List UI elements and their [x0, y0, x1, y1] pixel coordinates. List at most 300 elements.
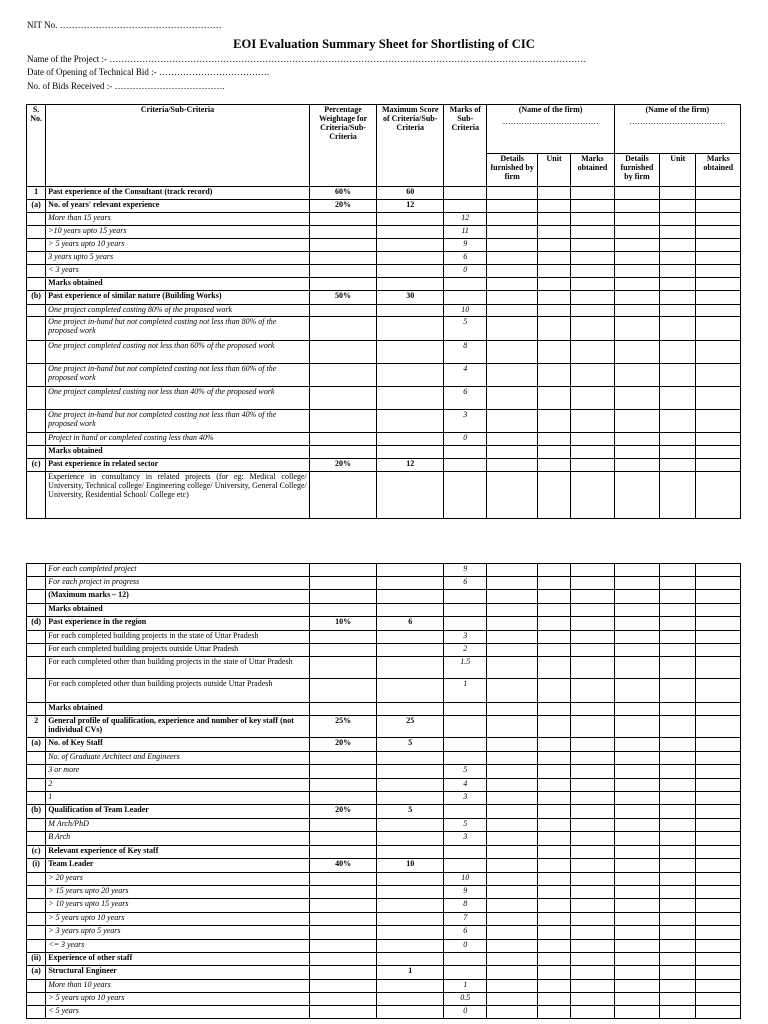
- firm-2-obtained-cell[interactable]: [696, 317, 741, 341]
- firm-2-unit-cell[interactable]: [660, 305, 696, 317]
- firm-2-details-cell[interactable]: [614, 1006, 659, 1019]
- firm-1-obtained-cell[interactable]: [571, 291, 614, 305]
- firm-1-obtained-cell[interactable]: [571, 226, 614, 239]
- firm-2-unit-cell[interactable]: [660, 805, 696, 819]
- firm-1-obtained-cell[interactable]: [571, 940, 614, 953]
- firm-2-unit-cell[interactable]: [660, 644, 696, 657]
- firm-2-obtained-cell[interactable]: [696, 252, 741, 265]
- firm-1-unit-cell[interactable]: [537, 387, 570, 410]
- firm-2-details-cell[interactable]: [614, 966, 659, 980]
- firm-1-details-cell[interactable]: [487, 1006, 537, 1019]
- firm-1-details-cell[interactable]: [487, 953, 537, 966]
- firm-2-obtained-cell[interactable]: [696, 604, 741, 617]
- firm-1-obtained-cell[interactable]: [571, 703, 614, 716]
- firm-1-details-cell[interactable]: [487, 631, 537, 644]
- firm-1-details-cell[interactable]: [487, 459, 537, 472]
- firm-1-details-cell[interactable]: [487, 410, 537, 433]
- firm-2-unit-cell[interactable]: [660, 940, 696, 953]
- firm-1-details-cell[interactable]: [487, 716, 537, 738]
- firm-2-obtained-cell[interactable]: [696, 446, 741, 459]
- firm-1-obtained-cell[interactable]: [571, 459, 614, 472]
- firm-2-obtained-cell[interactable]: [696, 472, 741, 519]
- firm-1-obtained-cell[interactable]: [571, 187, 614, 200]
- firm-1-unit-cell[interactable]: [537, 577, 570, 590]
- firm-2-details-cell[interactable]: [614, 433, 659, 446]
- firm-2-obtained-cell[interactable]: [696, 926, 741, 940]
- firm-1-details-cell[interactable]: [487, 644, 537, 657]
- firm-2-obtained-cell[interactable]: [696, 1006, 741, 1019]
- firm-1-details-cell[interactable]: [487, 873, 537, 886]
- firm-1-unit-cell[interactable]: [537, 873, 570, 886]
- firm-1-details-cell[interactable]: [487, 200, 537, 213]
- firm-1-unit-cell[interactable]: [537, 341, 570, 364]
- firm-1-details-cell[interactable]: [487, 819, 537, 832]
- firm-1-unit-cell[interactable]: [537, 265, 570, 278]
- firm-1-unit-cell[interactable]: [537, 805, 570, 819]
- firm-2-obtained-cell[interactable]: [696, 200, 741, 213]
- firm-1-details-cell[interactable]: [487, 899, 537, 913]
- firm-2-unit-cell[interactable]: [660, 410, 696, 433]
- firm-1-obtained-cell[interactable]: [571, 213, 614, 226]
- firm-1-details-cell[interactable]: [487, 564, 537, 577]
- firm-2-unit-cell[interactable]: [660, 617, 696, 631]
- firm-2-obtained-cell[interactable]: [696, 590, 741, 604]
- firm-1-details-cell[interactable]: [487, 926, 537, 940]
- firm-1-obtained-cell[interactable]: [571, 926, 614, 940]
- firm-1-obtained-cell[interactable]: [571, 364, 614, 387]
- firm-1-unit-cell[interactable]: [537, 993, 570, 1006]
- firm-1-obtained-cell[interactable]: [571, 792, 614, 805]
- firm-1-details-cell[interactable]: [487, 846, 537, 859]
- firm-1-obtained-cell[interactable]: [571, 617, 614, 631]
- firm-2-unit-cell[interactable]: [660, 459, 696, 472]
- firm-1-unit-cell[interactable]: [537, 765, 570, 779]
- firm-1-obtained-cell[interactable]: [571, 859, 614, 873]
- firm-1-unit-cell[interactable]: [537, 779, 570, 792]
- firm-2-obtained-cell[interactable]: [696, 765, 741, 779]
- firm-2-unit-cell[interactable]: [660, 564, 696, 577]
- firm-1-details-cell[interactable]: [487, 239, 537, 252]
- firm-1-unit-cell[interactable]: [537, 446, 570, 459]
- firm-2-details-cell[interactable]: [614, 291, 659, 305]
- firm-2-details-cell[interactable]: [614, 387, 659, 410]
- firm-2-unit-cell[interactable]: [660, 226, 696, 239]
- firm-2-details-cell[interactable]: [614, 200, 659, 213]
- firm-1-details-cell[interactable]: [487, 341, 537, 364]
- firm-1-details-cell[interactable]: [487, 278, 537, 291]
- firm-1-unit-cell[interactable]: [537, 239, 570, 252]
- firm-2-details-cell[interactable]: [614, 364, 659, 387]
- firm-2-unit-cell[interactable]: [660, 590, 696, 604]
- firm-1-unit-cell[interactable]: [537, 716, 570, 738]
- firm-2-details-cell[interactable]: [614, 252, 659, 265]
- firm-2-obtained-cell[interactable]: [696, 239, 741, 252]
- firm-1-unit-cell[interactable]: [537, 980, 570, 993]
- firm-1-details-cell[interactable]: [487, 472, 537, 519]
- firm-2-details-cell[interactable]: [614, 265, 659, 278]
- firm-1-obtained-cell[interactable]: [571, 980, 614, 993]
- firm-2-unit-cell[interactable]: [660, 446, 696, 459]
- firm-1-details-cell[interactable]: [487, 832, 537, 846]
- firm-2-unit-cell[interactable]: [660, 792, 696, 805]
- firm-2-unit-cell[interactable]: [660, 703, 696, 716]
- firm-2-unit-cell[interactable]: [660, 657, 696, 679]
- firm-2-details-cell[interactable]: [614, 846, 659, 859]
- firm-2-obtained-cell[interactable]: [696, 679, 741, 703]
- firm-2-unit-cell[interactable]: [660, 779, 696, 792]
- firm-2-unit-cell[interactable]: [660, 913, 696, 926]
- firm-1-unit-cell[interactable]: [537, 926, 570, 940]
- firm-2-obtained-cell[interactable]: [696, 387, 741, 410]
- firm-2-details-cell[interactable]: [614, 604, 659, 617]
- firm-2-details-cell[interactable]: [614, 859, 659, 873]
- firm-2-unit-cell[interactable]: [660, 738, 696, 752]
- firm-2-details-cell[interactable]: [614, 657, 659, 679]
- firm-1-obtained-cell[interactable]: [571, 341, 614, 364]
- firm-1-obtained-cell[interactable]: [571, 819, 614, 832]
- firm-1-details-cell[interactable]: [487, 387, 537, 410]
- firm-2-unit-cell[interactable]: [660, 631, 696, 644]
- firm-1-unit-cell[interactable]: [537, 832, 570, 846]
- firm-1-details-cell[interactable]: [487, 187, 537, 200]
- firm-2-unit-cell[interactable]: [660, 341, 696, 364]
- firm-1-unit-cell[interactable]: [537, 226, 570, 239]
- firm-2-unit-cell[interactable]: [660, 387, 696, 410]
- firm-2-unit-cell[interactable]: [660, 980, 696, 993]
- firm-1-details-cell[interactable]: [487, 679, 537, 703]
- firm-2-unit-cell[interactable]: [660, 752, 696, 765]
- firm-2-obtained-cell[interactable]: [696, 899, 741, 913]
- firm-2-obtained-cell[interactable]: [696, 738, 741, 752]
- firm-2-unit-cell[interactable]: [660, 317, 696, 341]
- firm-1-details-cell[interactable]: [487, 805, 537, 819]
- firm-2-unit-cell[interactable]: [660, 926, 696, 940]
- firm-2-obtained-cell[interactable]: [696, 832, 741, 846]
- firm-2-obtained-cell[interactable]: [696, 410, 741, 433]
- firm-2-details-cell[interactable]: [614, 913, 659, 926]
- firm-1-unit-cell[interactable]: [537, 899, 570, 913]
- firm-2-details-cell[interactable]: [614, 703, 659, 716]
- firm-2-unit-cell[interactable]: [660, 966, 696, 980]
- firm-1-unit-cell[interactable]: [537, 187, 570, 200]
- firm-1-details-cell[interactable]: [487, 993, 537, 1006]
- firm-1-unit-cell[interactable]: [537, 913, 570, 926]
- firm-1-obtained-cell[interactable]: [571, 644, 614, 657]
- firm-1-unit-cell[interactable]: [537, 859, 570, 873]
- firm-2-details-cell[interactable]: [614, 305, 659, 317]
- firm-1-details-cell[interactable]: [487, 265, 537, 278]
- firm-1-unit-cell[interactable]: [537, 200, 570, 213]
- firm-1-details-cell[interactable]: [487, 752, 537, 765]
- firm-1-unit-cell[interactable]: [537, 1006, 570, 1019]
- firm-2-obtained-cell[interactable]: [696, 291, 741, 305]
- firm-1-obtained-cell[interactable]: [571, 716, 614, 738]
- firm-2-unit-cell[interactable]: [660, 213, 696, 226]
- firm-2-details-cell[interactable]: [614, 953, 659, 966]
- firm-2-unit-cell[interactable]: [660, 1006, 696, 1019]
- firm-2-obtained-cell[interactable]: [696, 577, 741, 590]
- firm-2-details-cell[interactable]: [614, 993, 659, 1006]
- firm-1-obtained-cell[interactable]: [571, 779, 614, 792]
- firm-2-details-cell[interactable]: [614, 590, 659, 604]
- firm-1-details-cell[interactable]: [487, 577, 537, 590]
- firm-2-unit-cell[interactable]: [660, 577, 696, 590]
- firm-1-details-cell[interactable]: [487, 617, 537, 631]
- firm-2-details-cell[interactable]: [614, 765, 659, 779]
- firm-2-details-cell[interactable]: [614, 819, 659, 832]
- firm-1-obtained-cell[interactable]: [571, 805, 614, 819]
- firm-1-details-cell[interactable]: [487, 433, 537, 446]
- firm-1-obtained-cell[interactable]: [571, 265, 614, 278]
- firm-2-obtained-cell[interactable]: [696, 993, 741, 1006]
- firm-1-unit-cell[interactable]: [537, 644, 570, 657]
- firm-1-obtained-cell[interactable]: [571, 966, 614, 980]
- firm-1-details-cell[interactable]: [487, 886, 537, 899]
- firm-1-unit-cell[interactable]: [537, 617, 570, 631]
- firm-2-details-cell[interactable]: [614, 738, 659, 752]
- firm-1-details-cell[interactable]: [487, 859, 537, 873]
- firm-2-unit-cell[interactable]: [660, 832, 696, 846]
- firm-1-details-cell[interactable]: [487, 657, 537, 679]
- firm-1-obtained-cell[interactable]: [571, 631, 614, 644]
- firm-2-obtained-cell[interactable]: [696, 805, 741, 819]
- firm-1-details-cell[interactable]: [487, 604, 537, 617]
- firm-2-unit-cell[interactable]: [660, 265, 696, 278]
- firm-2-unit-cell[interactable]: [660, 899, 696, 913]
- firm-1-obtained-cell[interactable]: [571, 239, 614, 252]
- firm-1-details-cell[interactable]: [487, 590, 537, 604]
- firm-2-details-cell[interactable]: [614, 779, 659, 792]
- firm-2-details-cell[interactable]: [614, 617, 659, 631]
- firm-1-unit-cell[interactable]: [537, 679, 570, 703]
- firm-1-obtained-cell[interactable]: [571, 886, 614, 899]
- firm-2-details-cell[interactable]: [614, 341, 659, 364]
- firm-2-details-cell[interactable]: [614, 805, 659, 819]
- firm-1-details-cell[interactable]: [487, 703, 537, 716]
- firm-1-obtained-cell[interactable]: [571, 752, 614, 765]
- firm-2-obtained-cell[interactable]: [696, 966, 741, 980]
- firm-2-unit-cell[interactable]: [660, 291, 696, 305]
- firm-1-unit-cell[interactable]: [537, 410, 570, 433]
- firm-1-unit-cell[interactable]: [537, 657, 570, 679]
- firm-2-obtained-cell[interactable]: [696, 631, 741, 644]
- firm-2-obtained-cell[interactable]: [696, 953, 741, 966]
- firm-1-details-cell[interactable]: [487, 226, 537, 239]
- firm-1-details-cell[interactable]: [487, 305, 537, 317]
- firm-1-obtained-cell[interactable]: [571, 953, 614, 966]
- firm-1-obtained-cell[interactable]: [571, 278, 614, 291]
- firm-1-obtained-cell[interactable]: [571, 604, 614, 617]
- firm-2-unit-cell[interactable]: [660, 716, 696, 738]
- firm-2-obtained-cell[interactable]: [696, 213, 741, 226]
- firm-1-unit-cell[interactable]: [537, 886, 570, 899]
- firm-2-obtained-cell[interactable]: [696, 716, 741, 738]
- firm-1-obtained-cell[interactable]: [571, 433, 614, 446]
- firm-2-obtained-cell[interactable]: [696, 792, 741, 805]
- firm-1-unit-cell[interactable]: [537, 604, 570, 617]
- firm-1-details-cell[interactable]: [487, 364, 537, 387]
- firm-1-unit-cell[interactable]: [537, 819, 570, 832]
- firm-2-obtained-cell[interactable]: [696, 278, 741, 291]
- firm-2-details-cell[interactable]: [614, 317, 659, 341]
- firm-1-details-cell[interactable]: [487, 966, 537, 980]
- firm-2-unit-cell[interactable]: [660, 433, 696, 446]
- firm-1-unit-cell[interactable]: [537, 252, 570, 265]
- firm-2-details-cell[interactable]: [614, 278, 659, 291]
- firm-2-details-cell[interactable]: [614, 940, 659, 953]
- firm-1-obtained-cell[interactable]: [571, 305, 614, 317]
- firm-2-unit-cell[interactable]: [660, 472, 696, 519]
- firm-1-details-cell[interactable]: [487, 252, 537, 265]
- firm-2-obtained-cell[interactable]: [696, 265, 741, 278]
- firm-2-obtained-cell[interactable]: [696, 779, 741, 792]
- firm-1-obtained-cell[interactable]: [571, 993, 614, 1006]
- firm-2-obtained-cell[interactable]: [696, 459, 741, 472]
- firm-2-obtained-cell[interactable]: [696, 873, 741, 886]
- firm-2-details-cell[interactable]: [614, 792, 659, 805]
- firm-2-obtained-cell[interactable]: [696, 703, 741, 716]
- firm-1-unit-cell[interactable]: [537, 317, 570, 341]
- firm-1-obtained-cell[interactable]: [571, 846, 614, 859]
- firm-1-obtained-cell[interactable]: [571, 873, 614, 886]
- firm-1-unit-cell[interactable]: [537, 305, 570, 317]
- firm-1-details-cell[interactable]: [487, 213, 537, 226]
- firm-2-obtained-cell[interactable]: [696, 913, 741, 926]
- firm-2-unit-cell[interactable]: [660, 604, 696, 617]
- firm-2-details-cell[interactable]: [614, 239, 659, 252]
- firm-1-obtained-cell[interactable]: [571, 657, 614, 679]
- firm-1-unit-cell[interactable]: [537, 940, 570, 953]
- firm-2-details-cell[interactable]: [614, 716, 659, 738]
- firm-2-obtained-cell[interactable]: [696, 364, 741, 387]
- firm-1-obtained-cell[interactable]: [571, 200, 614, 213]
- firm-2-unit-cell[interactable]: [660, 873, 696, 886]
- firm-2-details-cell[interactable]: [614, 577, 659, 590]
- firm-2-details-cell[interactable]: [614, 873, 659, 886]
- firm-1-unit-cell[interactable]: [537, 703, 570, 716]
- firm-1-details-cell[interactable]: [487, 765, 537, 779]
- firm-1-obtained-cell[interactable]: [571, 317, 614, 341]
- firm-1-unit-cell[interactable]: [537, 278, 570, 291]
- firm-1-obtained-cell[interactable]: [571, 577, 614, 590]
- firm-2-obtained-cell[interactable]: [696, 846, 741, 859]
- firm-1-obtained-cell[interactable]: [571, 738, 614, 752]
- firm-1-details-cell[interactable]: [487, 317, 537, 341]
- firm-2-details-cell[interactable]: [614, 410, 659, 433]
- firm-2-details-cell[interactable]: [614, 226, 659, 239]
- firm-1-unit-cell[interactable]: [537, 752, 570, 765]
- firm-2-details-cell[interactable]: [614, 679, 659, 703]
- firm-1-details-cell[interactable]: [487, 940, 537, 953]
- firm-1-unit-cell[interactable]: [537, 472, 570, 519]
- firm-2-unit-cell[interactable]: [660, 278, 696, 291]
- firm-1-unit-cell[interactable]: [537, 291, 570, 305]
- firm-2-unit-cell[interactable]: [660, 252, 696, 265]
- firm-2-details-cell[interactable]: [614, 213, 659, 226]
- firm-1-obtained-cell[interactable]: [571, 832, 614, 846]
- firm-1-obtained-cell[interactable]: [571, 410, 614, 433]
- firm-2-obtained-cell[interactable]: [696, 940, 741, 953]
- firm-2-obtained-cell[interactable]: [696, 980, 741, 993]
- firm-1-obtained-cell[interactable]: [571, 679, 614, 703]
- firm-1-unit-cell[interactable]: [537, 459, 570, 472]
- firm-2-details-cell[interactable]: [614, 752, 659, 765]
- firm-1-unit-cell[interactable]: [537, 966, 570, 980]
- firm-1-details-cell[interactable]: [487, 913, 537, 926]
- firm-1-details-cell[interactable]: [487, 779, 537, 792]
- firm-2-details-cell[interactable]: [614, 564, 659, 577]
- firm-1-unit-cell[interactable]: [537, 792, 570, 805]
- firm-2-obtained-cell[interactable]: [696, 657, 741, 679]
- firm-1-obtained-cell[interactable]: [571, 252, 614, 265]
- firm-1-unit-cell[interactable]: [537, 433, 570, 446]
- firm-2-obtained-cell[interactable]: [696, 305, 741, 317]
- firm-2-details-cell[interactable]: [614, 446, 659, 459]
- firm-2-obtained-cell[interactable]: [696, 564, 741, 577]
- firm-2-details-cell[interactable]: [614, 832, 659, 846]
- firm-1-obtained-cell[interactable]: [571, 564, 614, 577]
- firm-2-unit-cell[interactable]: [660, 679, 696, 703]
- firm-1-unit-cell[interactable]: [537, 953, 570, 966]
- firm-2-unit-cell[interactable]: [660, 364, 696, 387]
- firm-2-unit-cell[interactable]: [660, 765, 696, 779]
- firm-2-details-cell[interactable]: [614, 644, 659, 657]
- firm-2-obtained-cell[interactable]: [696, 341, 741, 364]
- firm-1-obtained-cell[interactable]: [571, 765, 614, 779]
- firm-1-unit-cell[interactable]: [537, 846, 570, 859]
- firm-1-details-cell[interactable]: [487, 446, 537, 459]
- firm-1-details-cell[interactable]: [487, 291, 537, 305]
- firm-2-details-cell[interactable]: [614, 472, 659, 519]
- firm-2-unit-cell[interactable]: [660, 886, 696, 899]
- firm-2-unit-cell[interactable]: [660, 187, 696, 200]
- firm-1-obtained-cell[interactable]: [571, 1006, 614, 1019]
- firm-2-details-cell[interactable]: [614, 459, 659, 472]
- firm-2-unit-cell[interactable]: [660, 239, 696, 252]
- firm-1-details-cell[interactable]: [487, 792, 537, 805]
- firm-1-obtained-cell[interactable]: [571, 899, 614, 913]
- firm-1-unit-cell[interactable]: [537, 590, 570, 604]
- firm-2-obtained-cell[interactable]: [696, 752, 741, 765]
- firm-2-obtained-cell[interactable]: [696, 187, 741, 200]
- firm-2-unit-cell[interactable]: [660, 993, 696, 1006]
- firm-2-obtained-cell[interactable]: [696, 617, 741, 631]
- firm-2-details-cell[interactable]: [614, 926, 659, 940]
- firm-2-unit-cell[interactable]: [660, 200, 696, 213]
- firm-2-unit-cell[interactable]: [660, 859, 696, 873]
- firm-2-obtained-cell[interactable]: [696, 859, 741, 873]
- firm-2-obtained-cell[interactable]: [696, 886, 741, 899]
- firm-2-details-cell[interactable]: [614, 886, 659, 899]
- firm-2-obtained-cell[interactable]: [696, 433, 741, 446]
- firm-2-details-cell[interactable]: [614, 899, 659, 913]
- firm-1-unit-cell[interactable]: [537, 364, 570, 387]
- firm-1-details-cell[interactable]: [487, 980, 537, 993]
- firm-1-obtained-cell[interactable]: [571, 472, 614, 519]
- firm-2-obtained-cell[interactable]: [696, 644, 741, 657]
- firm-2-unit-cell[interactable]: [660, 846, 696, 859]
- firm-1-obtained-cell[interactable]: [571, 590, 614, 604]
- firm-2-details-cell[interactable]: [614, 980, 659, 993]
- firm-2-details-cell[interactable]: [614, 187, 659, 200]
- firm-2-details-cell[interactable]: [614, 631, 659, 644]
- firm-1-unit-cell[interactable]: [537, 738, 570, 752]
- firm-2-obtained-cell[interactable]: [696, 819, 741, 832]
- firm-1-unit-cell[interactable]: [537, 564, 570, 577]
- firm-2-unit-cell[interactable]: [660, 953, 696, 966]
- firm-1-details-cell[interactable]: [487, 738, 537, 752]
- firm-1-unit-cell[interactable]: [537, 213, 570, 226]
